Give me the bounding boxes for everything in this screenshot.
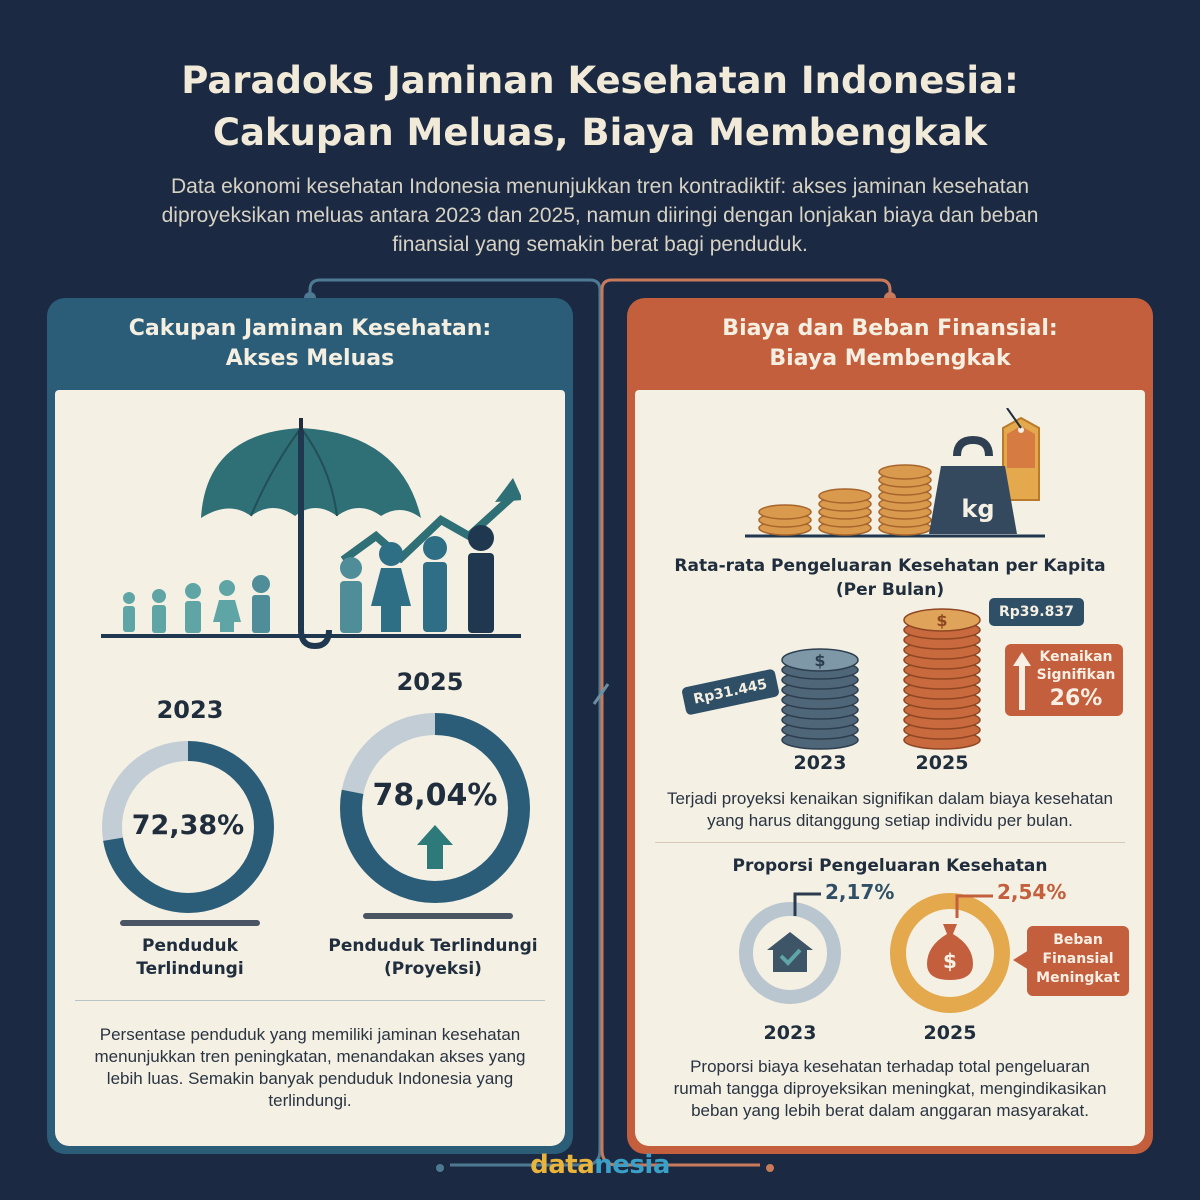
proportion-ring-2025: [885, 888, 1015, 1018]
cost-panel-header: [627, 298, 1153, 390]
page-subtitle: Data ekonomi kesehatan Indonesia menunjukkan tren kontradiktif: akses jaminan kesehatan diproyeksikan meluas antara 2023 dan 2025, namun diiringi dengan lonjakan biaya dan beban finansial yang semakin berat bagi penduduk.: [161, 175, 1039, 256]
coverage-caption-2025-line-1: Penduduk Terlindungi: [328, 936, 538, 956]
proportion-description: Proporsi biaya kesehatan terhadap total pengeluaran rumah tangga diproyeksikan meningkat, mengindikasikan beban yang lebih berat dalam anggaran masyarakat.: [673, 1057, 1107, 1120]
proportion-title: Proporsi Pengeluaran Kesehatan: [732, 856, 1048, 876]
coverage-caption-2025: [323, 935, 543, 981]
coverage-panel-header: [47, 298, 573, 390]
burden-label: [1027, 926, 1129, 988]
coverage-year-2025: 2025: [396, 668, 464, 696]
coverage-title-line-1: Cakupan Jaminan Kesehatan:: [128, 316, 492, 341]
cost-panel: [627, 298, 1153, 1154]
pointer-2025: [955, 890, 995, 920]
dollar-icon: $: [814, 651, 826, 670]
proportion-year-2025: 2025: [923, 1022, 977, 1044]
pointer-2023: [793, 888, 823, 918]
burden-label-line-3: Meningkat: [1036, 970, 1120, 986]
coin-stack-2023: [775, 640, 865, 750]
spending-title-line-1: Rata-rata Pengeluaran Kesehatan per Kapita: [674, 556, 1106, 576]
coverage-description: Persentase penduduk yang memiliki jaminan kesehatan menunjukkan tren peningkatan, menandakan akses yang lebih luas. Semakin banyak penduduk Indonesia yang terlindungi.: [94, 1025, 526, 1110]
ring-shadow-2023: [120, 920, 260, 926]
ring-shadow-2025: [363, 913, 513, 919]
coin-stack-2025: [897, 600, 987, 750]
proportion-year-2023: 2023: [763, 1022, 817, 1044]
coverage-panel: [47, 298, 573, 1154]
title-line-1: Paradoks Jaminan Kesehatan Indonesia:: [181, 59, 1019, 102]
proportion-value-2025: 2,54%: [997, 880, 1067, 904]
spending-description: Terjadi proyeksi kenaikan signifikan dalam biaya kesehatan yang harus ditanggung setiap individu per bulan.: [666, 789, 1114, 830]
spending-title-line-2: (Per Bulan): [835, 580, 945, 600]
spending-year-2025: 2025: [915, 752, 969, 774]
umbrella-people-illustration: [101, 408, 521, 658]
money-bag-icon: [927, 924, 973, 980]
coverage-caption-2023: Penduduk Terlindungi: [136, 936, 244, 979]
coverage-title-line-2: Akses Meluas: [225, 346, 395, 371]
title-line-2: Cakupan Meluas, Biaya Membengkak: [212, 111, 988, 154]
weight-label: kg: [961, 495, 995, 523]
coverage-caption-2025-line-2: (Proyeksi): [384, 959, 482, 979]
spending-tag-2023: Rp31.445: [681, 668, 780, 715]
increase-label: [1031, 648, 1121, 684]
burden-label-line-2: Finansial: [1042, 951, 1114, 967]
proportion-ring-2023: [735, 898, 845, 1008]
increase-label-line-2: Signifikan: [1036, 667, 1116, 683]
page-title: [0, 55, 1200, 159]
spending-tag-2025: Rp39.837: [989, 598, 1084, 626]
house-check-icon: [767, 932, 813, 972]
cost-title-line-2: Biaya Membengkak: [769, 346, 1011, 371]
increase-value: 26%: [1049, 686, 1103, 711]
coverage-value-2023: 72,38%: [131, 810, 245, 841]
coin-stacks-icon: [759, 465, 931, 535]
cost-title-line-1: Biaya dan Beban Finansial:: [722, 316, 1058, 341]
coverage-value-2025: 78,04%: [372, 778, 498, 813]
burden-callout: [1027, 926, 1129, 996]
increase-callout: [1005, 644, 1123, 716]
increase-label-line-1: Kenaikan: [1039, 649, 1113, 665]
logo-part-nesia: nesia: [594, 1150, 670, 1180]
proportion-value-2023: 2,17%: [825, 880, 895, 904]
divider: [75, 1000, 545, 1001]
up-arrow-icon: [417, 825, 453, 869]
cost-panel-body: [635, 390, 1145, 1146]
up-arrow-icon: [1013, 652, 1031, 710]
spending-title: [655, 554, 1125, 602]
divider: [655, 842, 1125, 843]
svg-text:$: $: [943, 949, 957, 973]
callout-pointer: [1013, 950, 1029, 970]
coverage-panel-body: [55, 390, 565, 1146]
spending-year-2023: 2023: [793, 752, 847, 774]
burden-label-line-1: Beban: [1053, 932, 1103, 948]
coverage-year-2023: 2023: [156, 696, 224, 724]
people-icons: [123, 525, 494, 633]
logo-part-data: data: [530, 1150, 595, 1180]
dollar-icon: $: [936, 611, 948, 630]
datanesia-logo: [0, 1150, 1200, 1180]
